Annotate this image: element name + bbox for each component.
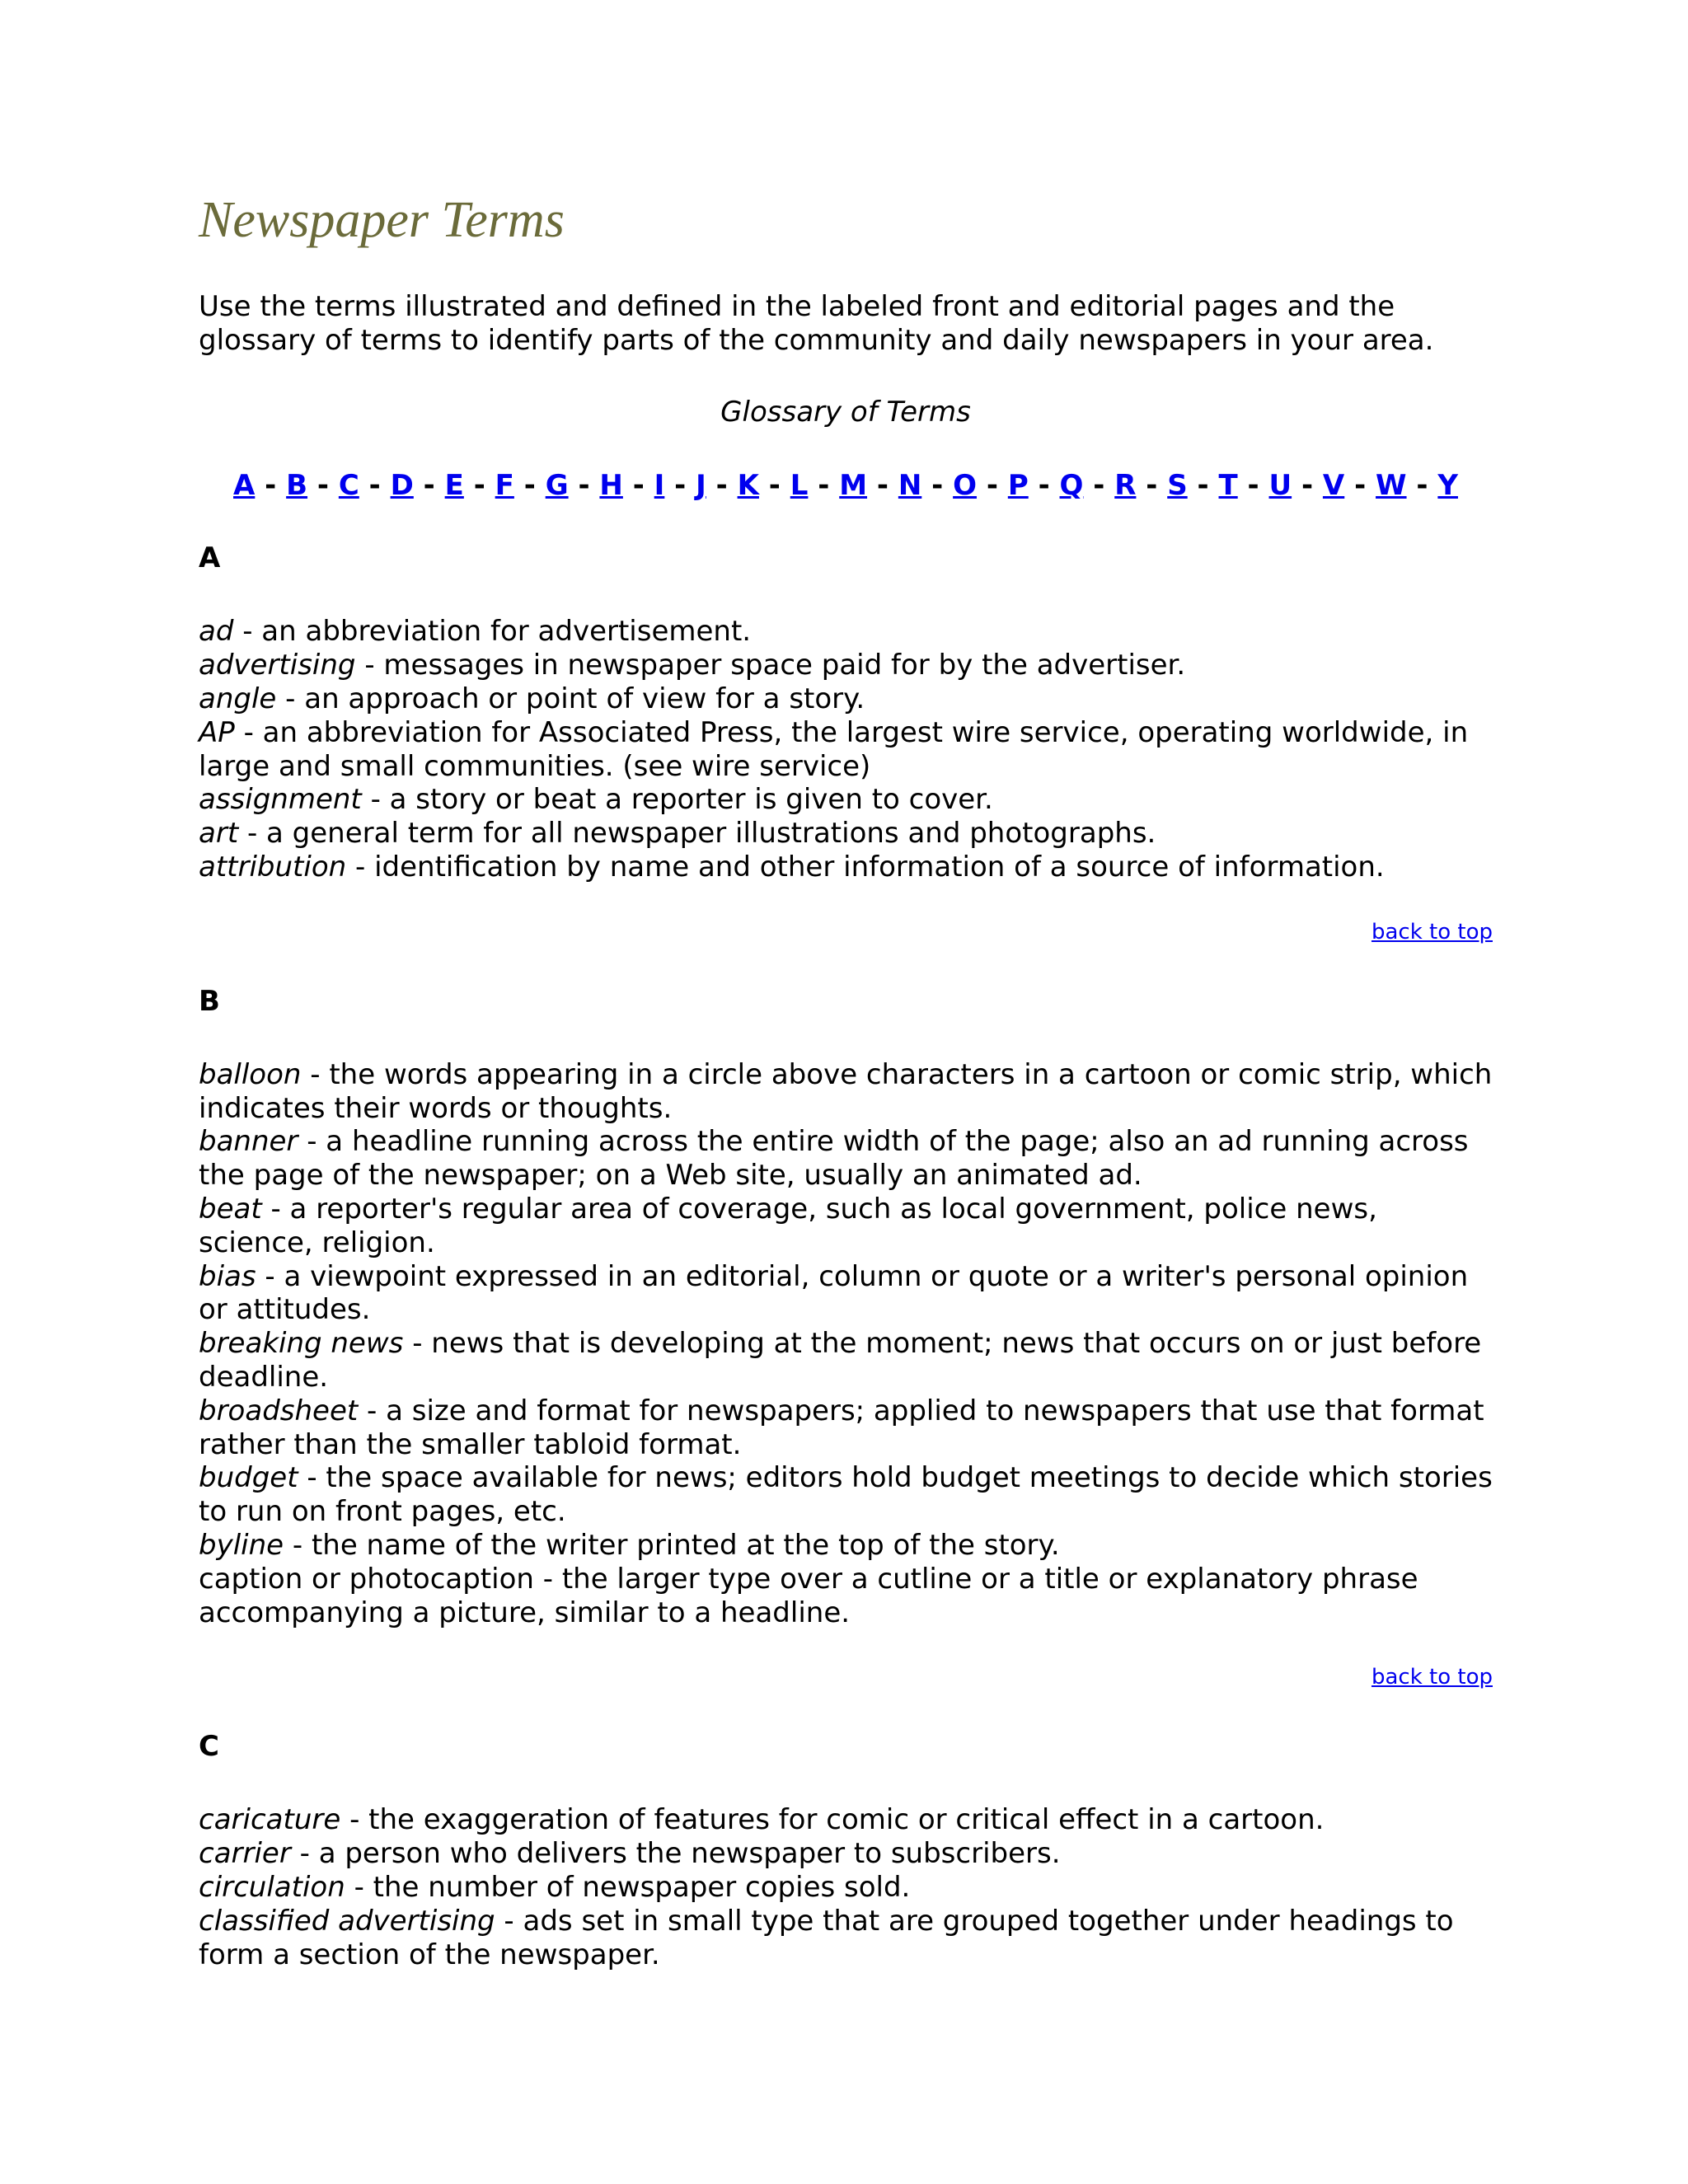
term-word: breaking news	[199, 1327, 404, 1361]
term-entry	[199, 1058, 1493, 1126]
term-word: byline	[199, 1528, 284, 1562]
alphabet-link-o[interactable]: O	[953, 469, 978, 503]
alphabet-link-s[interactable]: S	[1167, 469, 1188, 503]
glossary-sections	[199, 541, 1493, 1971]
alphabet-separator: -	[1406, 469, 1438, 503]
page-title: Newspaper Terms	[199, 192, 565, 248]
section-heading-a: A	[199, 541, 221, 575]
term-definition: - the name of the writer printed at the top of the story.	[284, 1528, 1060, 1562]
term-word: bias	[199, 1259, 256, 1293]
alphabet-separator: -	[1083, 469, 1115, 503]
term-definition: - ads set in small type that are grouped together under headings to form a section of the newspaper.	[199, 1904, 1454, 1971]
term-entry	[199, 1803, 1493, 1837]
document-page	[199, 190, 1493, 1971]
term-word: attribution	[199, 850, 347, 883]
term-definition: - messages in newspaper space paid for by the advertiser.	[355, 649, 1186, 682]
alphabet-separator: -	[307, 469, 339, 503]
term-definition: - the exaggeration of features for comic or critical effect in a cartoon.	[340, 1803, 1325, 1837]
alphabet-link-k[interactable]: K	[737, 469, 759, 503]
glossary-heading: Glossary of Terms	[720, 396, 971, 429]
term-entry	[199, 1461, 1493, 1529]
term-definition: - the words appearing in a circle above characters in a cartoon or comic strip, which indicates their words or thoughts.	[199, 1057, 1493, 1125]
section-heading-b: B	[199, 984, 220, 1018]
term-word: carrier	[199, 1837, 291, 1871]
alphabet-separator: -	[1187, 469, 1219, 503]
alphabet-link-r[interactable]: R	[1114, 469, 1137, 503]
alphabet-separator: -	[413, 469, 445, 503]
alphabet-link-d[interactable]: D	[390, 469, 414, 503]
alphabet-separator: -	[1237, 469, 1269, 503]
alphabet-separator: -	[1136, 469, 1168, 503]
term-entry	[199, 783, 1493, 817]
alphabet-link-l[interactable]: L	[790, 469, 809, 503]
alphabet-separator: -	[568, 469, 600, 503]
alphabet-separator: -	[1028, 469, 1060, 503]
alphabet-link-v[interactable]: V	[1322, 469, 1345, 503]
alphabet-separator: -	[867, 469, 898, 503]
term-entry	[199, 1871, 1493, 1905]
alphabet-link-u[interactable]: U	[1268, 469, 1292, 503]
term-definition: - a general term for all newspaper illustrations and photographs.	[238, 817, 1156, 851]
term-entry	[199, 1563, 1493, 1630]
alphabet-link-j[interactable]: J	[696, 469, 706, 503]
term-word: AP	[199, 715, 235, 749]
back-to-top-link[interactable]: back to top	[1371, 919, 1493, 944]
term-word: advertising	[199, 649, 356, 682]
term-entry	[199, 851, 1493, 884]
alphabet-link-a[interactable]: A	[233, 469, 256, 503]
term-word: balloon	[199, 1057, 302, 1091]
alphabet-separator: -	[758, 469, 790, 503]
term-word: banner	[199, 1125, 298, 1159]
term-word: circulation	[199, 1870, 345, 1904]
term-entry	[199, 1529, 1493, 1563]
alphabet-link-m[interactable]: M	[839, 469, 868, 503]
term-entry	[199, 615, 1493, 649]
alphabet-link-b[interactable]: B	[286, 469, 308, 503]
alphabet-link-p[interactable]: P	[1007, 469, 1029, 503]
term-entry	[199, 817, 1493, 851]
term-word: ad	[199, 615, 234, 649]
term-entry	[199, 682, 1493, 716]
term-definition: - an abbreviation for Associated Press, the largest wire service, operating worldwide, in large and small communities. (see wire service)	[199, 715, 1469, 783]
alphabet-link-f[interactable]: F	[495, 469, 514, 503]
alphabet-link-n[interactable]: N	[898, 469, 922, 503]
back-to-top-link[interactable]: back to top	[1371, 1665, 1493, 1690]
term-entry	[199, 1837, 1493, 1871]
term-entry	[199, 1394, 1493, 1462]
alphabet-separator: -	[921, 469, 954, 503]
term-entry	[199, 649, 1493, 682]
term-word: caption or photocaption	[199, 1562, 534, 1596]
term-list	[199, 1803, 1493, 1971]
term-definition: - a reporter's regular area of coverage, such as local government, police news, science, religion.	[199, 1192, 1377, 1259]
term-entry	[199, 1260, 1493, 1328]
alphabet-link-g[interactable]: G	[545, 469, 569, 503]
alphabet-separator: -	[1344, 469, 1376, 503]
term-entry	[199, 1905, 1493, 1972]
alphabet-separator: -	[706, 469, 738, 503]
alphabet-separator: -	[255, 469, 287, 503]
intro-paragraph: Use the terms illustrated and defined in the labeled front and editorial pages and the glossary of terms to identify parts of the community and daily newspapers in your area.	[199, 290, 1434, 358]
term-definition: - news that is developing at the moment; news that occurs on or just before deadline.	[199, 1327, 1482, 1394]
term-word: art	[199, 817, 239, 851]
term-list	[199, 1058, 1493, 1630]
section-heading-c: C	[199, 1730, 219, 1764]
term-word: caricature	[199, 1803, 341, 1837]
alphabet-separator: -	[664, 469, 696, 503]
alphabet-separator: -	[622, 469, 654, 503]
alphabet-link-c[interactable]: C	[338, 469, 359, 503]
back-to-top-row	[199, 919, 1493, 945]
alphabet-link-y[interactable]: Y	[1437, 469, 1458, 503]
term-definition: - a person who delivers the newspaper to subscribers.	[290, 1837, 1061, 1871]
alphabet-link-t[interactable]: T	[1218, 469, 1238, 503]
term-word: assignment	[199, 783, 362, 817]
alphabet-link-e[interactable]: E	[444, 469, 464, 503]
term-word: budget	[199, 1461, 298, 1495]
term-entry	[199, 716, 1493, 784]
term-definition: - identification by name and other information of a source of information.	[346, 850, 1385, 883]
alphabet-separator: -	[463, 469, 495, 503]
term-definition: - a viewpoint expressed in an editorial, column or quote or a writer's personal opinion or attitudes.	[199, 1259, 1469, 1327]
term-word: beat	[199, 1192, 262, 1226]
term-list	[199, 615, 1493, 883]
term-word: broadsheet	[199, 1394, 359, 1427]
alphabet-link-w[interactable]: W	[1376, 469, 1407, 503]
term-definition: - the larger type over a cutline or a title or explanatory phrase accompanying a picture, similar to a headline.	[199, 1562, 1418, 1629]
alphabet-separator: -	[808, 469, 840, 503]
term-definition: - a headline running across the entire width of the page; also an ad running across the page of the newspaper; on a Web site, usually an animated ad.	[199, 1125, 1469, 1193]
alphabet-nav	[199, 469, 1493, 503]
alphabet-link-h[interactable]: H	[599, 469, 623, 503]
alphabet-link-q[interactable]: Q	[1059, 469, 1084, 503]
alphabet-separator: -	[1292, 469, 1323, 503]
term-word: classified advertising	[199, 1904, 495, 1938]
term-definition: - an approach or point of view for a story.	[276, 682, 865, 715]
term-entry	[199, 1327, 1493, 1394]
term-definition: - a size and format for newspapers; applied to newspapers that use that format rather than the smaller tabloid format.	[199, 1394, 1484, 1461]
term-word: angle	[199, 682, 277, 715]
term-definition: - a story or beat a reporter is given to cover.	[361, 783, 993, 817]
term-entry	[199, 1193, 1493, 1260]
term-definition: - an abbreviation for advertisement.	[233, 615, 752, 649]
alphabet-separator: -	[513, 469, 546, 503]
alphabet-separator: -	[359, 469, 391, 503]
back-to-top-row	[199, 1664, 1493, 1690]
alphabet-separator: -	[977, 469, 1008, 503]
term-entry	[199, 1125, 1493, 1193]
alphabet-link-i[interactable]: I	[654, 469, 665, 503]
term-definition: - the number of newspaper copies sold.	[345, 1870, 911, 1904]
term-definition: - the space available for news; editors hold budget meetings to decide which stories to run on front pages, etc.	[199, 1461, 1493, 1529]
